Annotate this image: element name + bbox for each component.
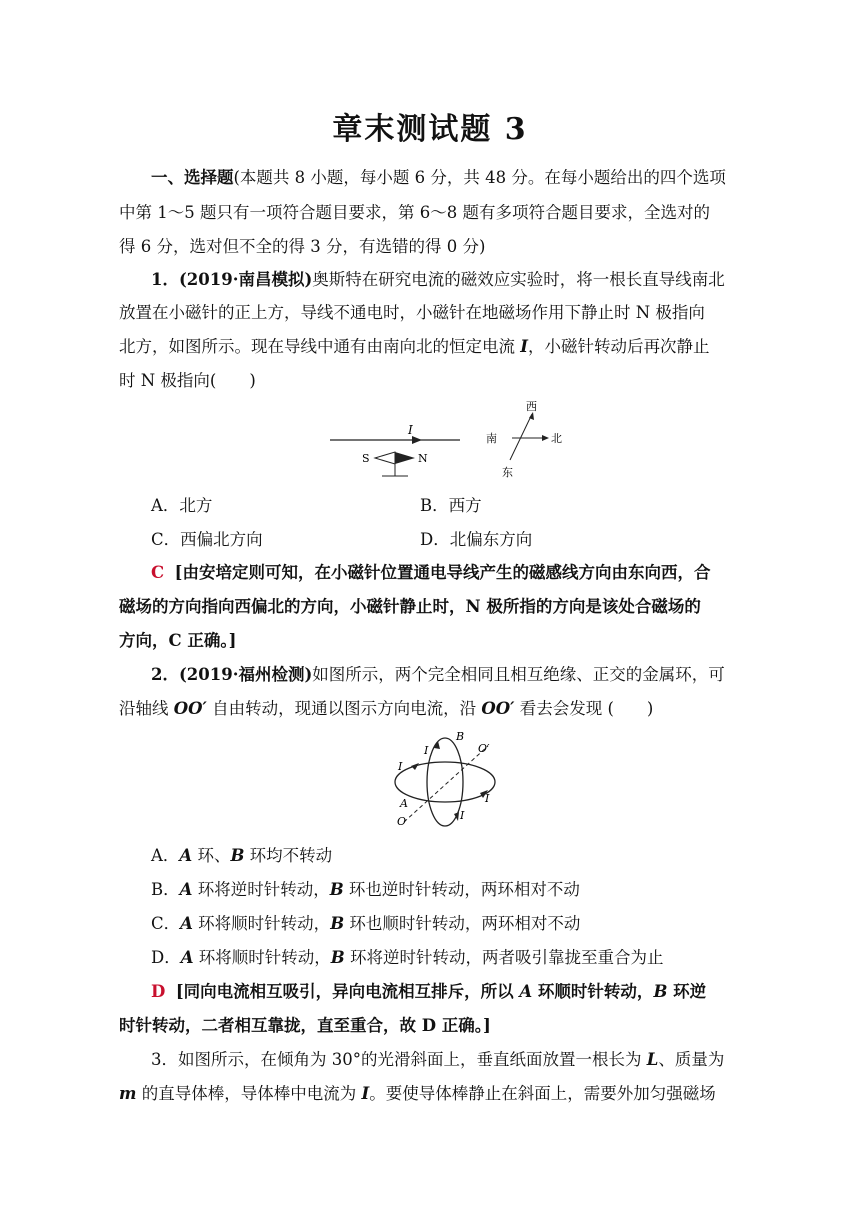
q2-option-c-ring-a: A (180, 914, 193, 933)
fig1-south-label: 南 (486, 432, 497, 445)
q3-text-1a: 3．如图所示，在倾角为 30°的光滑斜面上，垂直纸面放置一根长为 (151, 1050, 647, 1069)
fig2-b-label: B (456, 730, 465, 743)
q1-text-3a: 北方，如图所示。现在导线中通有由南向北的恒定电流 (119, 337, 521, 356)
q1-line-3 (119, 337, 741, 357)
section-intro-line-1 (151, 168, 741, 188)
q3-text-1c: 、质量为 (658, 1050, 725, 1069)
fig2-i-label-top: I (424, 744, 429, 757)
q2-option-a-text-2: 环均不转动 (244, 846, 333, 865)
fig2-o-prime-label: O′ (478, 742, 490, 755)
q3-text-2b: 的直导体棒，导体棒中电流为 (136, 1084, 362, 1103)
q2-option-d-text-1: 环将顺时针转动， (193, 948, 331, 967)
q2-solution-1a: [同向电流相互吸引，异向电流相互排斥，所以 (175, 982, 520, 1001)
q1-solution-line-1 (151, 563, 741, 583)
q1-option-b[interactable]: B．西方 (420, 496, 482, 515)
fig2-i-label-right: I (485, 792, 490, 805)
q2-text-2b: 自由转动，现通以图示方向电流，沿 (206, 699, 482, 718)
ring-a (395, 762, 495, 802)
q2-option-b-letter: B． (151, 880, 180, 899)
compass-ew-line (510, 414, 532, 460)
q2-text-2c: 看去会发现 ( ) (514, 699, 654, 718)
q2-option-d[interactable] (151, 948, 664, 968)
q2-option-c[interactable] (151, 914, 580, 934)
q1-current-symbol: I (520, 337, 528, 356)
q1-text-1: 奥斯特在研究电流的磁效应实验时，将一根长直导线南北 (312, 270, 725, 289)
q2-option-a-ring-b: B (230, 846, 245, 865)
fig1-n-label: N (418, 452, 428, 465)
q2-option-a-ring-a: A (179, 846, 193, 865)
q2-line-1 (151, 665, 741, 685)
needle-n-half (395, 452, 415, 464)
q2-text-1: 如图所示，两个完全相同且相互绝缘、正交的金属环，可 (312, 665, 725, 684)
q2-option-b-ring-b: B (329, 880, 344, 899)
q1-line-1 (151, 270, 741, 290)
q1-solution-line-3: 方向，C 正确。] (119, 631, 237, 650)
q2-option-d-ring-b: B (330, 948, 345, 967)
q2-option-b-text-1: 环将逆时针转动， (192, 880, 330, 899)
current-arrow-icon (412, 436, 422, 444)
section-intro-line-3: 得 6 分，选对但不全的得 3 分，有选错的得 0 分) (119, 237, 486, 256)
q2-option-d-letter: D． (151, 948, 181, 967)
q1-option-c[interactable]: C．西偏北方向 (151, 530, 263, 549)
q2-line-2 (119, 699, 741, 719)
q1-solution-1: [由安培定则可知，在小磁针位置通电导线产生的磁感线方向由东向西，合 (174, 563, 711, 582)
section-intro-1: (本题共 8 小题，每小题 6 分，共 48 分。在每小题给出的四个选项 (233, 168, 726, 187)
axis-oo-line (404, 746, 488, 822)
q1-line-4: 时 N 极指向( ) (119, 371, 256, 390)
needle-s-half (375, 452, 395, 464)
fig1-west-label: 西 (526, 400, 537, 413)
fig1-north-label: 北 (551, 432, 562, 445)
q2-source: (2019·福州检测) (178, 665, 313, 684)
q3-current-symbol: I (361, 1084, 370, 1103)
q2-option-c-ring-b: B (330, 914, 345, 933)
q2-option-d-ring-a: A (180, 948, 194, 967)
q1-line-2: 放置在小磁针的正上方，导线不通电时，小磁针在地磁场作用下静止时 N 极指向 (119, 303, 705, 322)
q2-solution-line-2: 时针转动，二者相互靠拢，直至重合，故 D 正确。] (119, 1016, 491, 1035)
q1-option-d[interactable]: D．北偏东方向 (420, 530, 533, 549)
q3-text-2d: 。要使导体棒静止在斜面上，需要外加匀强磁场 (369, 1084, 716, 1103)
q3-line-2 (119, 1084, 741, 1104)
q2-option-c-text-1: 环将顺时针转动， (192, 914, 331, 933)
q2-solution-1c: 环顺时针转动， (532, 982, 654, 1001)
fig2-i-label-bottom: I (460, 809, 465, 822)
fig1-east-label: 东 (502, 466, 513, 479)
q2-axis-symbol-2: OO′ (481, 699, 515, 718)
q1-number: 1． (151, 270, 179, 289)
q1-answer: C (151, 563, 165, 582)
q2-option-c-text-2: 环也顺时针转动，两环相对不动 (344, 914, 581, 933)
q1-text-3c: ，小磁针转动后再次静止 (527, 337, 710, 356)
q2-option-b[interactable] (151, 880, 580, 900)
q1-solution-line-2: 磁场的方向指向西偏北的方向，小磁针静止时，N 极所指的方向是该处合磁场的 (119, 597, 701, 616)
q2-option-c-letter: C． (151, 914, 181, 933)
q2-option-b-ring-a: A (179, 880, 193, 899)
q2-answer: D (151, 982, 166, 1001)
q2-number: 2． (151, 665, 179, 684)
q1-figure (320, 398, 580, 482)
section-heading: 一、选择题 (151, 168, 234, 187)
section-intro-line-2: 中第 1～5 题只有一项符合题目要求，第 6～8 题有多项符合题目要求，全选对的 (119, 203, 710, 222)
fig2-a-label: A (400, 797, 408, 810)
q2-text-2a: 沿轴线 (119, 699, 174, 718)
north-arrow-icon (542, 435, 549, 441)
q2-option-a-text-1: 环、 (192, 846, 231, 865)
q2-solution-1e: 环逆 (667, 982, 707, 1001)
q3-line-1 (151, 1050, 741, 1070)
q2-option-d-text-2: 环将逆时针转动，两者吸引靠拢至重合为止 (344, 948, 664, 967)
q2-axis-symbol-1: OO′ (173, 699, 207, 718)
q1-option-a[interactable]: A．北方 (151, 496, 213, 515)
page-title: 章末测试题 3 (332, 112, 528, 147)
fig1-current-label: I (408, 423, 413, 437)
q2-solution-line-1 (151, 982, 741, 1002)
q3-length-symbol: L (646, 1050, 659, 1069)
fig2-o-label: O (397, 815, 407, 828)
q2-solution-ring-a: A (519, 982, 533, 1001)
q2-option-a[interactable] (151, 846, 332, 866)
q2-option-b-text-2: 环也逆时针转动，两环相对不动 (343, 880, 580, 899)
q2-figure (388, 728, 508, 834)
q1-source: (2019·南昌模拟) (178, 270, 313, 289)
q3-mass-symbol: m (119, 1084, 137, 1103)
q2-solution-ring-b: B (653, 982, 668, 1001)
q2-option-a-letter: A． (151, 846, 180, 865)
fig1-s-label: S (362, 452, 370, 465)
ring-a-arrow-left-icon (411, 763, 419, 770)
fig2-i-label-left: I (398, 760, 403, 773)
